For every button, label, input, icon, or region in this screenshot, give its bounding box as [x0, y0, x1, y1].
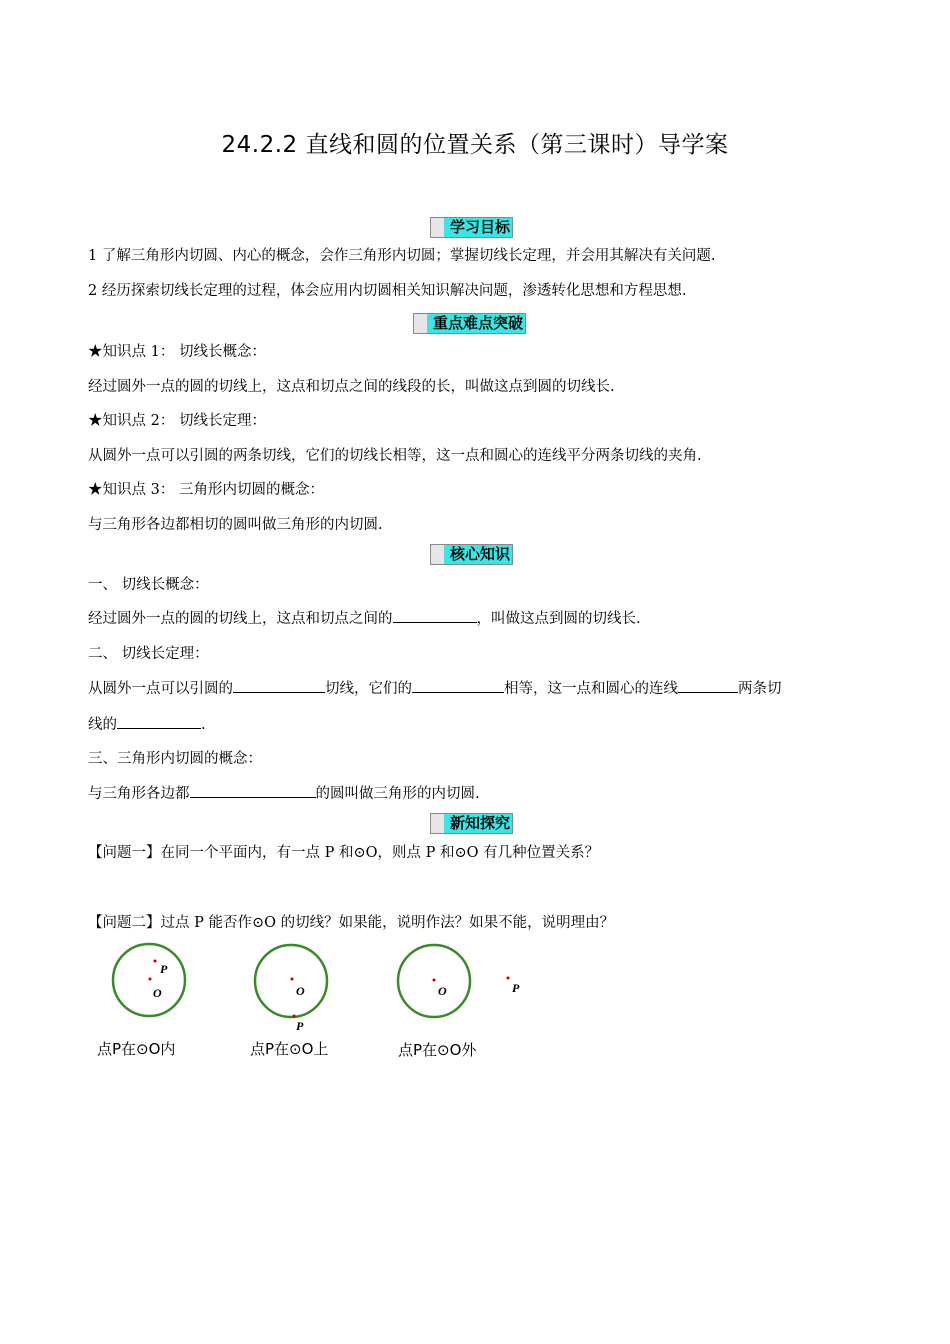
point-p-dot: [154, 960, 157, 963]
question-1: 【问题一】在同一个平面内，有一点 P 和⊙O，则点 P 和⊙O 有几种位置关系？: [88, 845, 600, 861]
figure-inside: [113, 944, 185, 1016]
center-dot: [149, 978, 152, 981]
figure-on: [255, 945, 327, 1033]
page-title: 24.2.2 直线和圆的位置关系（第三课时）导学案: [221, 132, 729, 158]
center-label: O: [153, 986, 162, 1000]
section-label: 重点难点突破: [427, 313, 526, 334]
point-label: P: [512, 981, 520, 995]
core-text: ，叫做这点到圆的切线长.: [476, 611, 641, 627]
core-text: .: [201, 717, 206, 733]
center-label: O: [296, 984, 305, 998]
core-text: 经过圆外一点的圆的切线上，这点和切点之间的: [88, 611, 393, 627]
knowledge-point-2-text: 从圆外一点可以引圆的两条切线，它们的切线长相等，这一点和圆心的连线平分两条切线的夹角.: [88, 448, 702, 464]
core-text: 与三角形各边都: [88, 786, 190, 802]
core-text: 切线，它们的: [325, 681, 412, 697]
core-heading-2: 二、 切线长定理：: [88, 646, 209, 662]
core-text: 的圆叫做三角形的内切圆.: [315, 786, 480, 802]
point-p-dot: [507, 977, 510, 980]
core-text: 相等，这一点和圆心的连线: [504, 681, 678, 697]
point-label: P: [160, 962, 168, 976]
center-dot: [433, 979, 436, 982]
knowledge-point-3-text: 与三角形各边都相切的圆叫做三角形的内切圆.: [88, 517, 383, 533]
knowledge-point-1-heading: ★知识点 1： 切线长概念：: [88, 344, 266, 360]
center-dot: [291, 978, 294, 981]
core-heading-3: 三、三角形内切圆的概念：: [88, 751, 262, 767]
core-text: 线的: [88, 717, 117, 733]
goal-item-2: 2 经历探索切线长定理的过程，体会应用内切圆相关知识解决问题，渗透转化思想和方程思想.: [88, 283, 687, 299]
question-2: 【问题二】过点 P 能否作⊙O 的切线？如果能，说明作法？如果不能，说明理由？: [88, 915, 615, 931]
section-label: 新知探究: [444, 813, 513, 834]
figure-caption-outside: 点P在⊙O外: [398, 1041, 477, 1059]
knowledge-point-1-text: 经过圆外一点的圆的切线上，这点和切点之间的线段的长，叫做这点到圆的切线长.: [88, 379, 615, 395]
point-p-dot: [293, 1015, 296, 1018]
section-label: 学习目标: [444, 217, 513, 238]
figure-outside: [398, 945, 520, 1017]
circle-o: [255, 945, 327, 1017]
knowledge-point-3-heading: ★知识点 3： 三角形内切圆的概念：: [88, 482, 324, 498]
core-text: 从圆外一点可以引圆的: [88, 681, 233, 697]
goal-item-1: 1 了解三角形内切圆、内心的概念，会作三角形内切圆；掌握切线长定理，并会用其解决有关问题.: [88, 248, 716, 264]
center-label: O: [438, 984, 447, 998]
figure-caption-inside: 点P在⊙O内: [97, 1040, 176, 1058]
point-label: P: [296, 1019, 304, 1033]
core-heading-1: 一、 切线长概念：: [88, 577, 209, 593]
figure-caption-on: 点P在⊙O上: [250, 1040, 329, 1058]
knowledge-point-2-heading: ★知识点 2： 切线长定理：: [88, 413, 266, 429]
core-text: 两条切: [738, 681, 782, 697]
section-label: 核心知识: [444, 544, 513, 565]
